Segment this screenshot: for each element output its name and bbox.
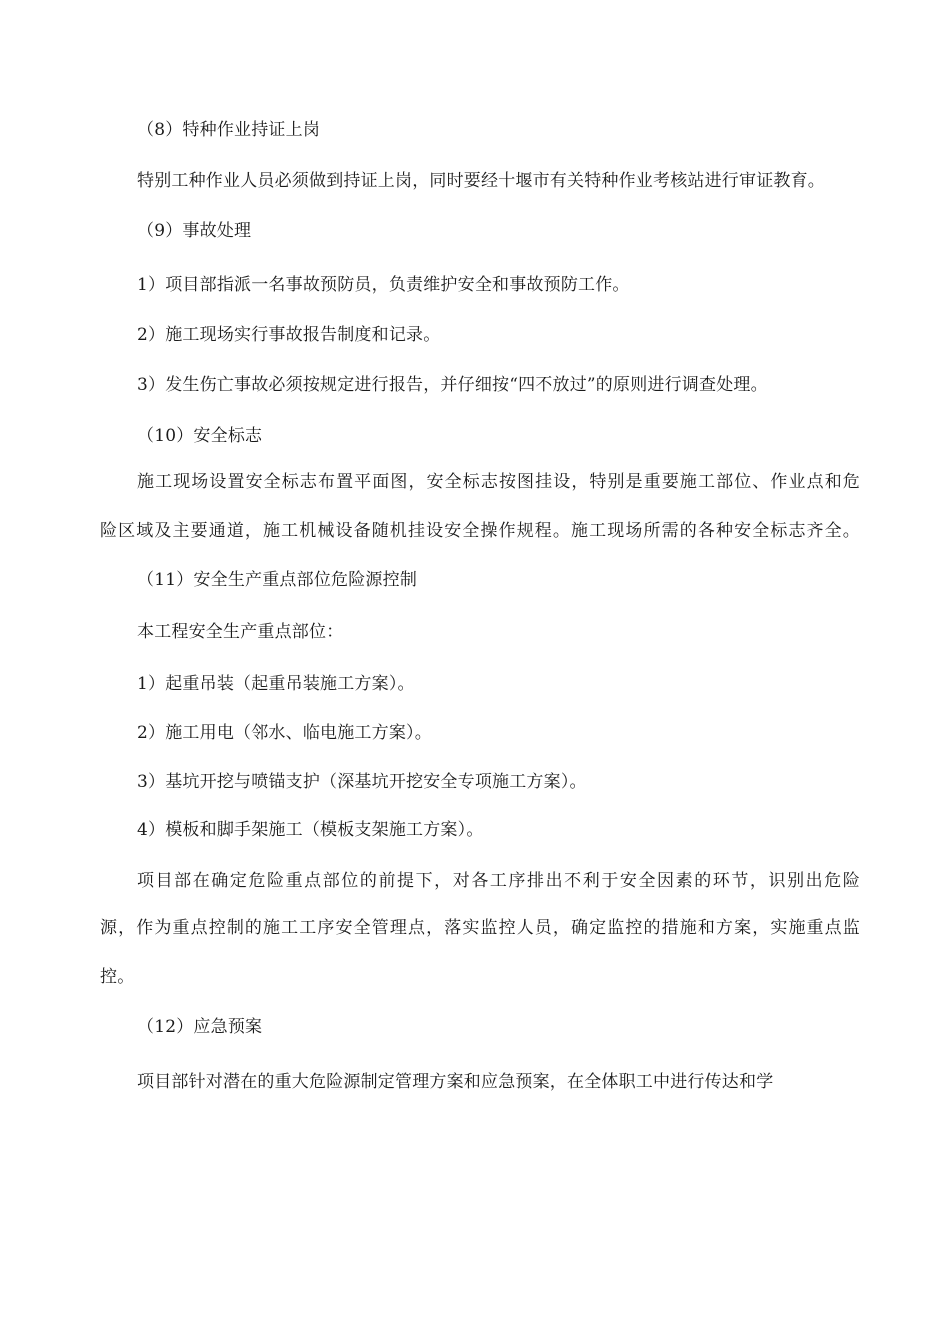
list-item: 2）施工现场实行事故报告制度和记录。 (137, 325, 441, 345)
list-item: 1）项目部指派一名事故预防员，负责维护安全和事故预防工作。 (137, 275, 630, 295)
paragraph-line: 项目部在确定危险重点部位的前提下，对各工序排出不利于安全因素的环节，识别出危险 (137, 871, 860, 891)
heading-hazard-control: （11）安全生产重点部位危险源控制 (137, 570, 418, 590)
list-item: 1）起重吊装（起重吊装施工方案）。 (137, 674, 415, 694)
paragraph-line: 源，作为重点控制的施工工序安全管理点，落实监控人员，确定监控的措施和方案，实施重点监 (100, 918, 860, 938)
heading-safety-signs: （10）安全标志 (137, 426, 263, 446)
paragraph-line: 特别工种作业人员必须做到持证上岗，同时要经十堰市有关特种作业考核站进行审证教育。 (137, 171, 825, 191)
list-item: 3）发生伤亡事故必须按规定进行报告，并仔细按“四不放过”的原则进行调查处理。 (137, 375, 768, 395)
list-item: 4）模板和脚手架施工（模板支架施工方案）。 (137, 820, 484, 840)
list-item: 3）基坑开挖与喷锚支护（深基坑开挖安全专项施工方案）。 (137, 772, 587, 792)
paragraph-line: 项目部针对潜在的重大危险源制定管理方案和应急预案，在全体职工中进行传达和学 (137, 1072, 774, 1092)
list-item: 2）施工用电（邻水、临电施工方案）。 (137, 723, 432, 743)
paragraph-line: 本工程安全生产重点部位： (137, 622, 344, 642)
heading-special-operations: （8）特种作业持证上岗 (137, 120, 321, 140)
heading-accident-handling: （9）事故处理 (137, 221, 252, 241)
paragraph-line: 控。 (100, 967, 135, 987)
paragraph-line: 施工现场设置安全标志布置平面图，安全标志按图挂设，特别是重要施工部位、作业点和危 (137, 472, 860, 492)
paragraph-line: 险区域及主要通道，施工机械设备随机挂设安全操作规程。施工现场所需的各种安全标志齐全。 (100, 521, 860, 541)
heading-emergency-plan: （12）应急预案 (137, 1017, 263, 1037)
